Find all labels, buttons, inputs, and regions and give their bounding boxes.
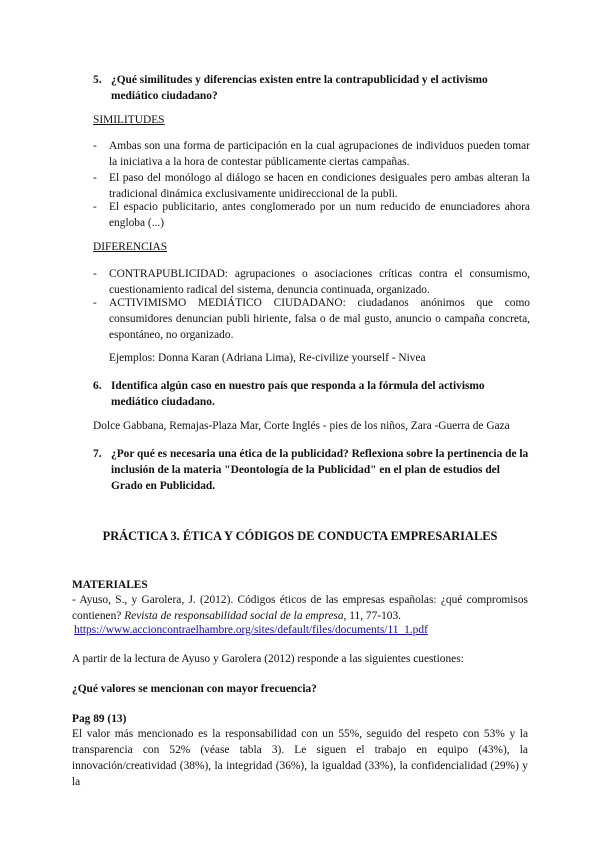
list-item-text: El paso del monólogo al diálogo se hacen en condiciones desiguales pero ambas alteran la tradicional dinámica exclusivamente unidireccional de la publi. [109, 172, 530, 200]
list-item-text: ACTIVIMISMO MEDIÁTICO CIUDADANO: ciudadanos anónimos que como consumidores denuncian publi hiriente, falsa o de mal gusto, anuncio o campaña concreta, espontáneo, no organizado. [109, 297, 530, 341]
section-title: PRÁCTICA 3. ÉTICA Y CÓDIGOS DE CONDUCTA EMPRESARIALES [102, 529, 498, 543]
reference-text: - Ayuso, S., y Garolera, J. (2012). Códigos éticos de las empresas españolas: ¿qué compromisos contienen? [72, 594, 528, 622]
intro-text: A partir de la lectura de Ayuso y Garolera (2012) responde a las siguientes cuestiones: [72, 653, 464, 665]
similitudes-heading: SIMILITUDES [93, 114, 165, 126]
list-item: - Ambas son una forma de participación en la cual agrupaciones de individuos pueden tomar la iniciativa a la hora de contestar públicamente ciertas campañas. [93, 140, 530, 168]
examples-text: Ejemplos: Donna Karan (Adriana Lima), Re-civilize yourself - Nivea [109, 352, 426, 364]
list-item-text: Ambas son una forma de participación en la cual agrupaciones de individuos pueden tomar la iniciativa a la hora de contestar públicamente ciertas campañas. [109, 140, 530, 168]
question-text: ¿Por qué es necesaria una ética de la publicidad? Reflexiona sobre la pertinencia de la inclusión de la materia "Deontología de la Publicidad" en el plan de estudios del Grado en Publicidad. [111, 448, 529, 492]
list-item-text: El espacio publicitario, antes conglomerado por un num reducido de enunciadores ahora engloba (...) [109, 201, 530, 229]
reference-end: , 11, 77-103. [343, 610, 402, 622]
reference-link[interactable]: https://www.accioncontraelhambre.org/sites/default/files/documents/11_1.pdf [74, 624, 428, 636]
question-text: ¿Qué valores se mencionan con mayor frecuencia? [72, 683, 317, 695]
journal-title: Revista de responsabilidad social de la empresa [124, 610, 344, 622]
list-item-text: CONTRAPUBLICIDAD: agrupaciones o asociaciones críticas contra el consumismo, cuestionamiento radical del sistema, denuncia continuada, organizado. [109, 268, 530, 296]
list-item: - El paso del monólogo al diálogo se hacen en condiciones desiguales pero ambas alteran la tradicional dinámica exclusivamente unidireccional de la publi. [93, 172, 530, 200]
question-5 [93, 72, 530, 104]
diferencias-heading: DIFERENCIAS [93, 241, 168, 253]
reference [72, 592, 528, 624]
answer-paragraph: El valor más mencionado es la responsabilidad con un 55%, seguido del respeto con 53% y la transparencia con 52% (véase tabla 3). Le siguen el trabajo en equipo (43%), la innovación/creatividad (38%), la integridad (36%), la igualdad (33%), la confidencialidad (29%) y la [72, 728, 528, 788]
question-7 [93, 446, 530, 494]
question-number: 7. [93, 448, 102, 460]
answer-text: Dolce Gabbana, Remajas-Plaza Mar, Corte Inglés - pies de los niños, Zara -Guerra de Gaza [93, 420, 510, 432]
materiales-heading: MATERIALES [72, 579, 148, 591]
question-6 [93, 378, 530, 410]
page-reference: Pag 89 (13) [72, 713, 127, 725]
list-item: - CONTRAPUBLICIDAD: agrupaciones o asociaciones críticas contra el consumismo, cuestionamiento radical del sistema, denuncia continuada, organizado. [93, 268, 530, 296]
question-text: Identifica algún caso en nuestro país que responda a la fórmula del activismo mediático ciudadano. [111, 380, 485, 408]
list-item: - El espacio publicitario, antes conglomerado por un num reducido de enunciadores ahora engloba (...) [93, 201, 530, 229]
question-number: 5. [93, 74, 102, 86]
list-item: - ACTIVIMISMO MEDIÁTICO CIUDADANO: ciudadanos anónimos que como consumidores denuncian publi hiriente, falsa o de mal gusto, anuncio o campaña concreta, espontáneo, no organizado. [93, 297, 530, 341]
question-text: ¿Qué similitudes y diferencias existen entre la contrapublicidad y el activismo mediático ciudadano? [111, 74, 488, 102]
question-number: 6. [93, 380, 102, 392]
